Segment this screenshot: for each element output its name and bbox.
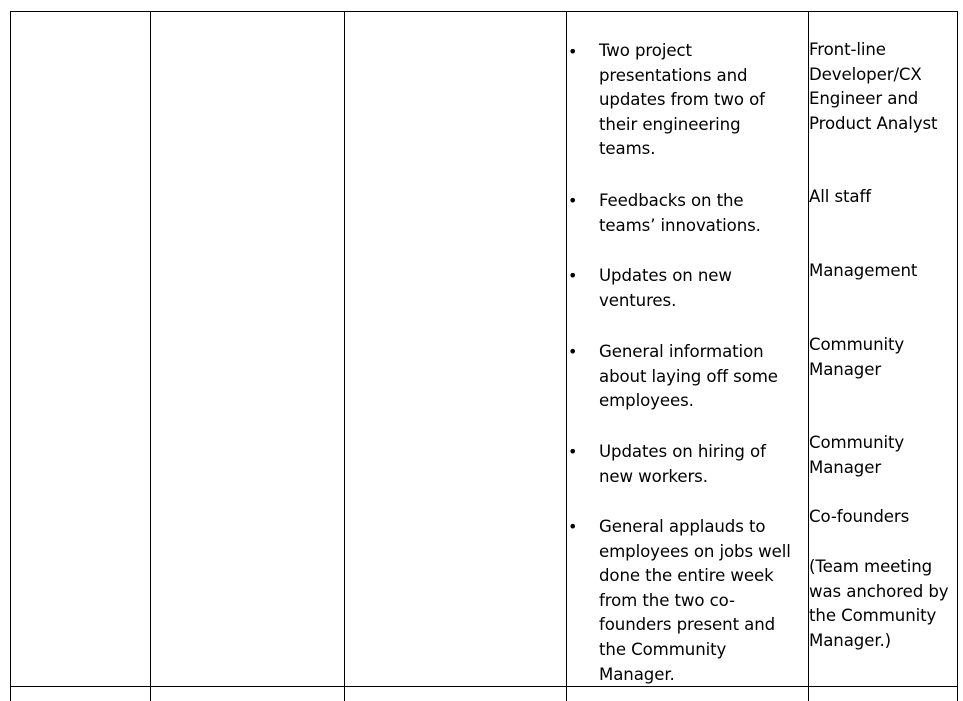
role-item-5: Community Manager: [809, 433, 905, 477]
activity-item-1: Two project presentations and updates from two of their engineering teams.: [599, 41, 765, 159]
role-item-2: All staff: [809, 187, 871, 206]
activity-item-2: Feedbacks on the teams’ innovations.: [599, 191, 761, 235]
role-item-1: Front-line Developer/CX Engineer and Product Analyst: [809, 40, 938, 133]
row-divider: [11, 686, 957, 687]
activity-item-5: Updates on hiring of new workers.: [599, 442, 766, 486]
activity-item-6: General applauds to employees on jobs well done the entire week from the two co-founders present and the Community Manager.: [599, 517, 791, 684]
column-divider-2: [344, 12, 345, 701]
bullet-icon: •: [568, 42, 578, 61]
activity-item-4: General information about laying off some employees.: [599, 342, 778, 411]
bullet-icon: •: [568, 266, 578, 285]
role-item-6: Co-founders: [809, 507, 910, 526]
column-divider-1: [150, 12, 151, 701]
bullet-icon: •: [568, 442, 578, 461]
activity-item-3: Updates on new ventures.: [599, 266, 732, 310]
role-item-7: (Team meeting was anchored by the Community Manager.): [809, 557, 949, 650]
bullet-icon: •: [568, 342, 578, 361]
column-divider-3: [566, 12, 567, 701]
bullet-icon: •: [568, 191, 578, 210]
role-item-3: Management: [809, 261, 918, 280]
role-item-4: Community Manager: [809, 335, 905, 379]
bullet-icon: •: [568, 517, 578, 536]
